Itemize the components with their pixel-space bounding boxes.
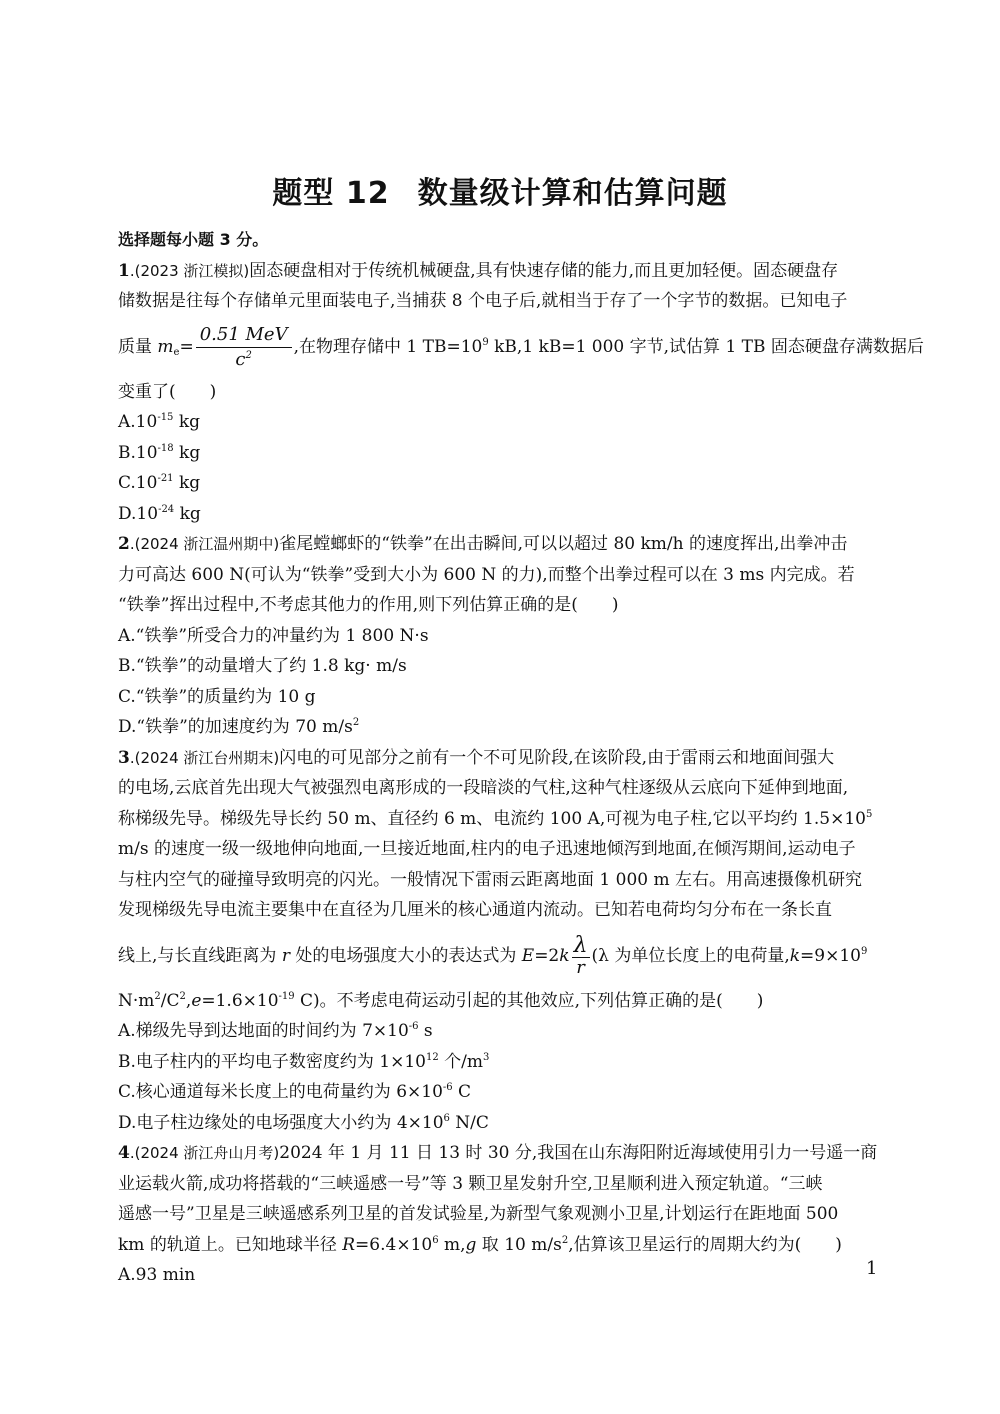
option-a[interactable]: $A.10^{-15}$ kg <box>118 412 201 432</box>
question-list <box>118 225 924 1291</box>
question-text: m/s 的速度一级一级地伸向地面,一旦接近地面,柱内的电子迅速地倾泻到地面,在倾泻期间,运动电子 <box>118 839 856 859</box>
question-number: 3 <box>118 747 130 768</box>
question-3 <box>118 743 883 1139</box>
question-text: km 的轨道上。已知地球半径 $R=6.4\times 10^6$ m,g 取 10 $m/s^2$,估算该卫星运行的周期大约为( ) <box>118 1234 842 1255</box>
mass-fraction: $\frac{\text{0.51 MeV}}{c^2}$ <box>196 323 292 372</box>
option-a[interactable]: A.93 min <box>118 1265 196 1285</box>
question-2 <box>118 529 883 743</box>
question-text: 力可高达 600 N(可认为“铁拳”受到大小为 600 N 的力),而整个出拳过程可以在 3 ms 内完成。若 <box>118 564 855 585</box>
question-text: 储数据是往每个存储单元里面装电子,当捕获 8 个电子后,就相当于存了一个字节的数据。已知电子 <box>118 291 848 311</box>
option-b[interactable]: B.电子柱内的平均电子数密度约为 $1\times 10^{12}$ 个$/m^3$ <box>118 1051 490 1072</box>
question-number: 4 <box>118 1143 130 1163</box>
question-text: 固态硬盘相对于传统机械硬盘,具有快速存储的能力,而且更加轻便。固态硬盘存 <box>249 260 839 281</box>
page-number: 1 <box>866 1258 878 1279</box>
title-part2: 数量级计算和估算问题 <box>417 176 728 211</box>
question-source: .(2024 浙江舟山月考) <box>129 1144 280 1162</box>
option-d[interactable]: D.电子柱边缘处的电场强度大小约为 $4\times 10^6$ N/C <box>118 1112 489 1133</box>
question-number: 1 <box>118 260 130 281</box>
option-d[interactable]: D.“铁拳”的加速度约为 70 $m/s^2$ <box>118 717 360 737</box>
question-number: 2 <box>118 534 130 554</box>
option-c[interactable]: C.核心通道每米长度上的电荷量约为 $6\times 10^{-6}$ C <box>118 1082 472 1102</box>
question-text: “铁拳”挥出过程中,不考虑其他力的作用,则下列估算正确的是( ) <box>118 595 619 615</box>
question-text-formula-line: 线上,与长直线距离为 r 处的电场强度大小的表达式为 E=2k $\frac{\lambda}{r}$ (λ 为单位长度上的电荷量$,k=9\times 10^9$ <box>118 932 868 978</box>
question-text: 闪电的可见部分之前有一个不可见阶段,在该阶段,由于雷雨云和地面间强大 <box>279 747 835 768</box>
question-text: 变重了( ) <box>118 381 217 402</box>
question-source: .(2024 浙江台州期末) <box>129 748 280 767</box>
question-text: 称梯级先导。梯级先导长约 50 m、直径约 6 m、电流约 100 A,可视为电子柱,它以平均约 $1.5\times 10^5$ <box>118 808 873 829</box>
option-a[interactable]: A.梯级先导到达地面的时间约为 $7\times 10^{-6}$ s <box>118 1021 433 1041</box>
question-text: 与柱内空气的碰撞导致明亮的闪光。一般情况下雷雨云距离地面 1 000 m 左右。用高速摄像机研究 <box>118 869 862 890</box>
field-fraction: $\frac{\lambda}{r}$ <box>573 932 588 978</box>
question-text: 雀尾螳螂虾的“铁拳”在出击瞬间,可以以超过 80 km/h 的速度挥出,出拳冲击 <box>279 534 848 554</box>
question-text: 的电场,云底首先出现大气被强烈电离形成的一段暗淡的气柱,这种气柱逐级从云底向下延伸到地面, <box>118 778 849 798</box>
page-title <box>0 168 1000 212</box>
instruction-note: 选择题每小题 3 分。 <box>118 230 269 249</box>
question-text: 遥感一号”卫星是三峡遥感系列卫星的首发试验星,为新型气象观测小卫星,计划运行在距地面 500 <box>118 1204 839 1224</box>
question-source: .(2023 浙江模拟) <box>129 261 250 280</box>
option-c[interactable]: $C.10^{-21}$ kg <box>118 473 201 493</box>
option-b[interactable]: $B.10^{-18}$ kg <box>118 442 201 463</box>
question-text: 发现梯级先导电流主要集中在直径为几厘米的核心通道内流动。已知若电荷均匀分布在一条长直 <box>118 900 832 920</box>
question-4 <box>118 1138 883 1291</box>
title-part1: 题型 12 <box>272 176 390 211</box>
question-text: 2024 年 1 月 11 日 13 时 30 分,我国在山东海阳附近海域使用引力一号遥一商 <box>279 1143 878 1163</box>
option-c[interactable]: C.“铁拳”的质量约为 10 g <box>118 686 316 707</box>
question-text-formula-line: 质量 $m_e=$ $\frac{\text{0.51 MeV}}{c^2}$ ,在物理存储中 1 $TB=10^9$ kB,1 kB=1 000 字节,试估算 1 TB 固态硬盘存满数据后 <box>118 323 924 370</box>
question-1 <box>118 256 924 530</box>
option-d[interactable]: $D.10^{-24}$ kg <box>118 503 201 524</box>
question-text: $N\cdot m^2/C^2,e=1.6\times 10^{-19}$ C)。不考虑电荷运动引起的其他效应,下列估算正确的是( ) <box>118 990 764 1011</box>
question-source: .(2024 浙江温州期中) <box>129 535 280 553</box>
option-b[interactable]: B.“铁拳”的动量增大了约 1.8 kg· m/s <box>118 656 407 676</box>
option-a[interactable]: A.“铁拳”所受合力的冲量约为 1 800 N·s <box>118 625 429 646</box>
question-text: 业运载火箭,成功将搭载的“三峡遥感一号”等 3 颗卫星发射升空,卫星顺利进入预定轨道。“三峡 <box>118 1173 823 1194</box>
